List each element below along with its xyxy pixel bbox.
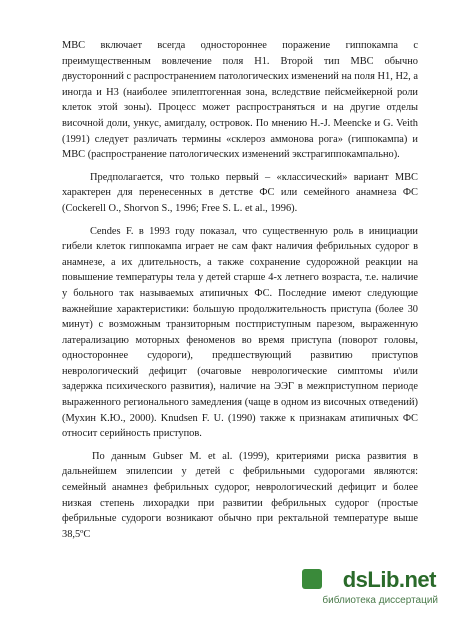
dslib-logo-icon <box>302 569 322 589</box>
document-body <box>62 38 418 542</box>
paragraph-2: Предполагается, что только первый – «классический» вариант МВС характерен для перенесенных в детстве ФС или семейного анамнеза ФС (Cockerell O., Shorvon S., 1996; Free S. L. et al., 1996). <box>62 171 418 214</box>
paragraph-4: По данным Gubser M. et al. (1999), критериями риска развития в дальнейшем эпилепсии у детей с фебрильными судорогами являются: семейный анамнез фебрильных судорог, неврологический дефицит и более низкая степень лихорадки при развитии фебрильных судорог (простые фебрильные судороги возникают обычно при ректальной температуре выше 38,5ºС <box>62 450 418 540</box>
paragraph-3: Cendes F. в 1993 году показал, что существенную роль в инициации гибели клеток гиппокампа играет не сам факт наличия фебрильных судорог в анамнезе, а их длительность, а также сохранение судорожной реакции на повышение температуры тела у детей старше 4-х летнего возраста, т.е. наличие у больного так называемых атипичных ФС. Последние имеют следующие важнейшие характеристики: большую продолжительность приступа (более 30 минут) с возможным транзиторным постприступным парезом, выраженную латерализацию моторных феноменов во время приступа (поворот головы, одностороннее судороги), предшествующий развитию приступов неврологический дефицит (очаговые неврологические симптомы и\или задержка психического развития), наличие на ЭЭГ в межприступном периоде выраженного регионального замедления (чаще в одном из височных отведений) (Мухин К.Ю., 2000). Knudsen F. U. (1990) также к признакам атипичных ФС относит серийность приступов. <box>62 225 418 440</box>
paragraph-1: МВС включает всегда одностороннее поражение гиппокампа с преимущественным вовлечение поля Н1. Второй тип МВС обычно двусторонний с распространением патологических изменений на поля Н1, Н2, а иногда и Н3 (наиболее эпилептогенная зона, вследствие пейсмейкерной роли клеток этой зоны). Процесс может распространяться и на другие отделы височной доли, ункус, амигдалу, островок. По мнению H.-J. Meencke и G. Veith (1991) следует различать термины «склероз аммонова рога» (гиппокампа) и МВС (распространение патологических изменений экстрагиппокампально). <box>62 40 418 161</box>
dslib-tagline: библиотека диссертаций <box>322 595 438 606</box>
dslib-watermark <box>300 565 440 613</box>
dslib-logo-text: dsLib.net <box>342 567 436 592</box>
